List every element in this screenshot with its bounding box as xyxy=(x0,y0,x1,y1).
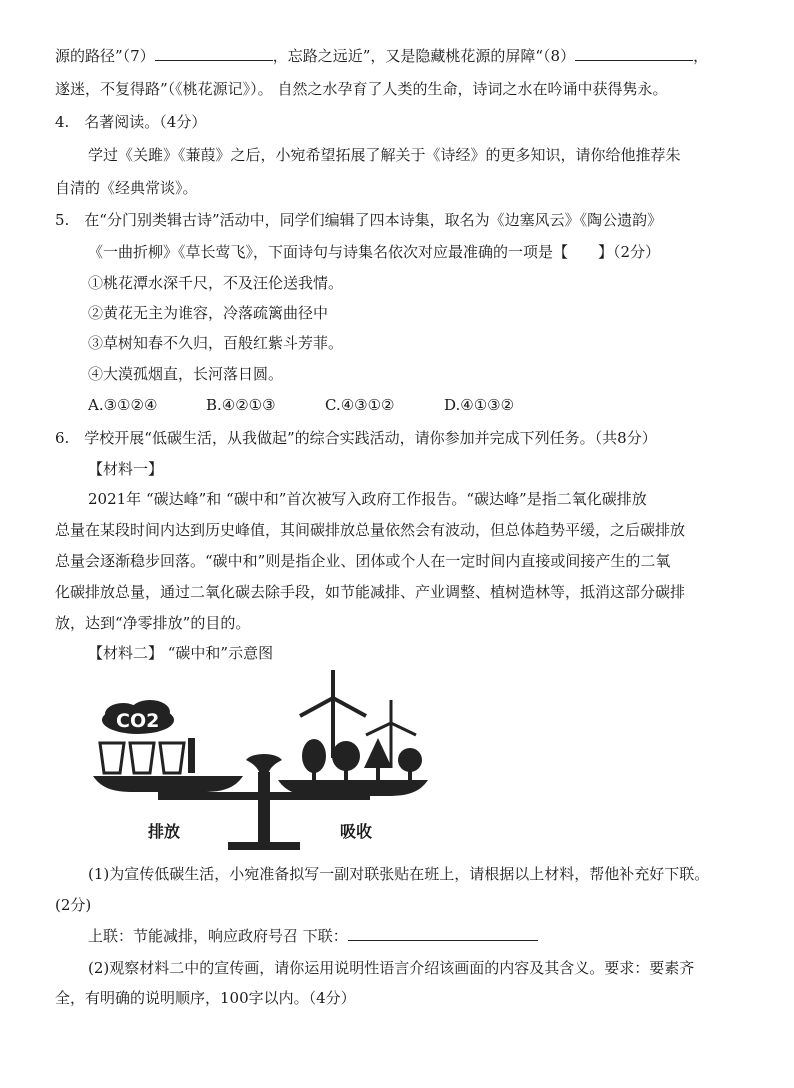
material-1-label: 【材料一】 xyxy=(88,460,164,478)
answer-blank-7[interactable] xyxy=(155,46,273,61)
q3-text-a: 源的路径”（7） xyxy=(55,47,155,65)
sub-question-1-line-2: (2分) xyxy=(55,896,92,914)
q5-title: 5. 在“分门别类辑古诗”活动中，同学们编辑了四本诗集，取名为《边塞风云》《陶公遗韵》 xyxy=(55,211,663,229)
q5-title-2: 《一曲折柳》《草长莺飞》，下面诗句与诗集名依次对应最准确的一项是【 】（2分） xyxy=(88,243,661,261)
q3-text-c: ， xyxy=(693,47,709,65)
sub-question-2-line-2: 全，有明确的说明顺序，100字以内。（4分） xyxy=(55,989,356,1007)
sub-question-1-line-1: (1)为宣传低碳生活，小宛准备拟写一副对联张贴在班上，请根据以上材料，帮他补充好下联。 xyxy=(88,865,710,883)
q3-line-2: 遂迷，不复得路”（《桃花源记》）。 自然之水孕育了人类的生命，诗词之水在吟诵中获得隽永。 xyxy=(55,80,668,98)
couplet-answer-blank[interactable] xyxy=(348,926,538,941)
couplet-line xyxy=(88,926,538,946)
material-1-line-1: 2021年 “碳达峰”和 “碳中和”首次被写入政府工作报告。“碳达峰”是指二氧化碳排放 xyxy=(88,490,647,508)
co2-text: CO2 xyxy=(116,710,160,732)
q3-text-b: ，忘路之远近”，又是隐藏桃花源的屏障“（8） xyxy=(272,47,576,65)
q5-item-3: ③草树知春不久归，百般红紫斗芳菲。 xyxy=(88,334,344,352)
emission-label: 排放 xyxy=(148,822,181,841)
material-2-label: 【材料二】 “碳中和”示意图 xyxy=(88,644,274,662)
q4-body-2: 自清的《经典常谈》。 xyxy=(55,179,198,197)
material-1-line-2: 总量在某段时间内达到历史峰值，其间碳排放总量依然会有波动，但总体趋势平缓，之后碳排放 xyxy=(55,521,686,539)
couplet-text: 上联：节能减排，响应政府号召 下联： xyxy=(88,927,348,945)
q5-item-4: ④大漠孤烟直，长河落日圆。 xyxy=(88,365,284,383)
absorption-label: 吸收 xyxy=(340,822,373,841)
sub-question-2-line-1: (2)观察材料二中的宣传画，请你运用说明性语言介绍该画面的内容及其含义。要求：要素齐 xyxy=(88,959,695,977)
factory-icon xyxy=(100,738,195,773)
q5-option-a[interactable]: A.③①②④ xyxy=(88,396,158,414)
q5-option-c[interactable]: C.④③①② xyxy=(325,396,395,414)
material-1-line-3: 总量会逐渐稳步回落。“碳中和”则是指企业、团体或个人在一定时间内直接或间接产生的二氧 xyxy=(55,552,671,570)
carbon-neutral-diagram xyxy=(88,668,448,858)
left-scale-pan xyxy=(93,776,243,792)
q5-option-d[interactable]: D.④①③② xyxy=(444,396,515,414)
co2-cloud-icon xyxy=(102,700,174,734)
q3-line-1 xyxy=(55,46,708,66)
q5-option-b[interactable]: B.④②①③ xyxy=(206,396,276,414)
material-1-line-4: 化碳排放总量，通过二氧化碳去除手段，如节能减排、产业调整、植树造林等，抵消这部分碳排 xyxy=(55,583,686,601)
trees-icon xyxy=(302,738,422,780)
q5-item-2: ②黄花无主为谁容，冷落疏篱曲径中 xyxy=(88,304,329,322)
q4-title: 4. 名著阅读。（4分） xyxy=(55,113,207,131)
answer-blank-8[interactable] xyxy=(575,46,693,61)
material-1-line-5: 放，达到“净零排放”的目的。 xyxy=(55,614,251,632)
q5-item-1: ①桃花潭水深千尺，不及汪伦送我情。 xyxy=(88,274,344,292)
q4-body-1: 学过《关雎》《蒹葭》之后，小宛希望拓展了解关于《诗经》的更多知识，请你给他推荐朱 xyxy=(88,146,681,164)
q6-title: 6. 学校开展“低碳生活，从我做起”的综合实践活动，请你参加并完成下列任务。（共8分） xyxy=(55,429,657,447)
